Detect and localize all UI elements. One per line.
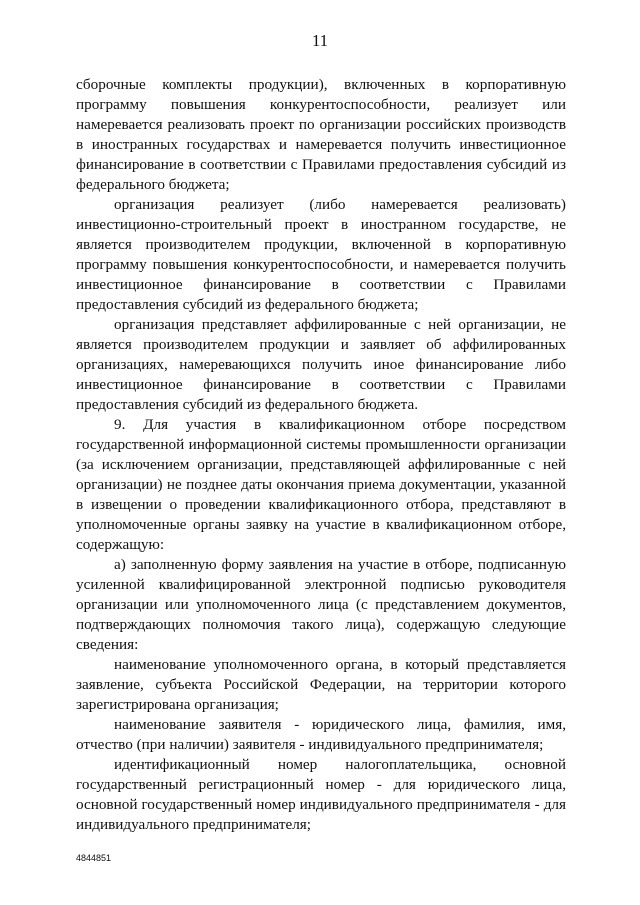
document-code: 4844851 bbox=[76, 853, 112, 863]
paragraph-tax-id: идентификационный номер налогоплательщика, основной государственный регистрационный номер - для юридического лица, основной государственный номер индивидуального предпринимателя - для индивидуального предпринимателя; bbox=[76, 756, 566, 833]
paragraph-authority-name: наименование уполномоченного органа, в который представляется заявление, субъекта Российской Федерации, на территории которого зарегистрирована организация; bbox=[76, 656, 566, 713]
document-body bbox=[76, 75, 566, 835]
page-number: 11 bbox=[311, 31, 329, 50]
paragraph-item-a: а) заполненную форму заявления на участие в отборе, подписанную усиленной квалифицированной электронной подписью руководителя организации или уполномоченного лица (с представлением документов, подтверждающих полномочия такого лица), содержащую следующие сведения: bbox=[76, 556, 566, 653]
paragraph-applicant-name: наименование заявителя - юридического лица, фамилия, имя, отчество (при наличии) заявителя - индивидуального предпринимателя; bbox=[76, 716, 566, 753]
paragraph-continuation: сборочные комплекты продукции), включенных в корпоративную программу повышения конкурентоспособности, реализует или намеревается реализовать проект по организации российских производств в иностранных государствах и намеревается получить инвестиционное финансирование в соответствии с Правилами предоставления субсидий из федерального бюджета; bbox=[76, 76, 566, 193]
paragraph-item-9: 9. Для участия в квалификационном отборе посредством государственной информационной системы промышленности организации (за исключением организации, представляющей аффилированные с ней организации) не позднее даты окончания приема документации, указанной в извещении о проведении квалификационного отбора, представляют в уполномоченные органы заявку на участие в квалификационном отборе, содержащую: bbox=[76, 416, 566, 553]
paragraph-investment-construction: организация реализует (либо намеревается реализовать) инвестиционно-строительный проект в иностранном государстве, не является производителем продукции, включенной в корпоративную программу повышения конкурентоспособности, и намеревается получить инвестиционное финансирование в соответствии с Правилами предоставления субсидий из федерального бюджета; bbox=[76, 196, 566, 313]
paragraph-affiliated-organizations: организация представляет аффилированные с ней организации, не является производителем продукции и заявляет об аффилированных организациях, намеревающихся получить иное финансирование либо инвестиционное финансирование в соответствии с Правилами предоставления субсидий из федерального бюджета. bbox=[76, 316, 566, 413]
